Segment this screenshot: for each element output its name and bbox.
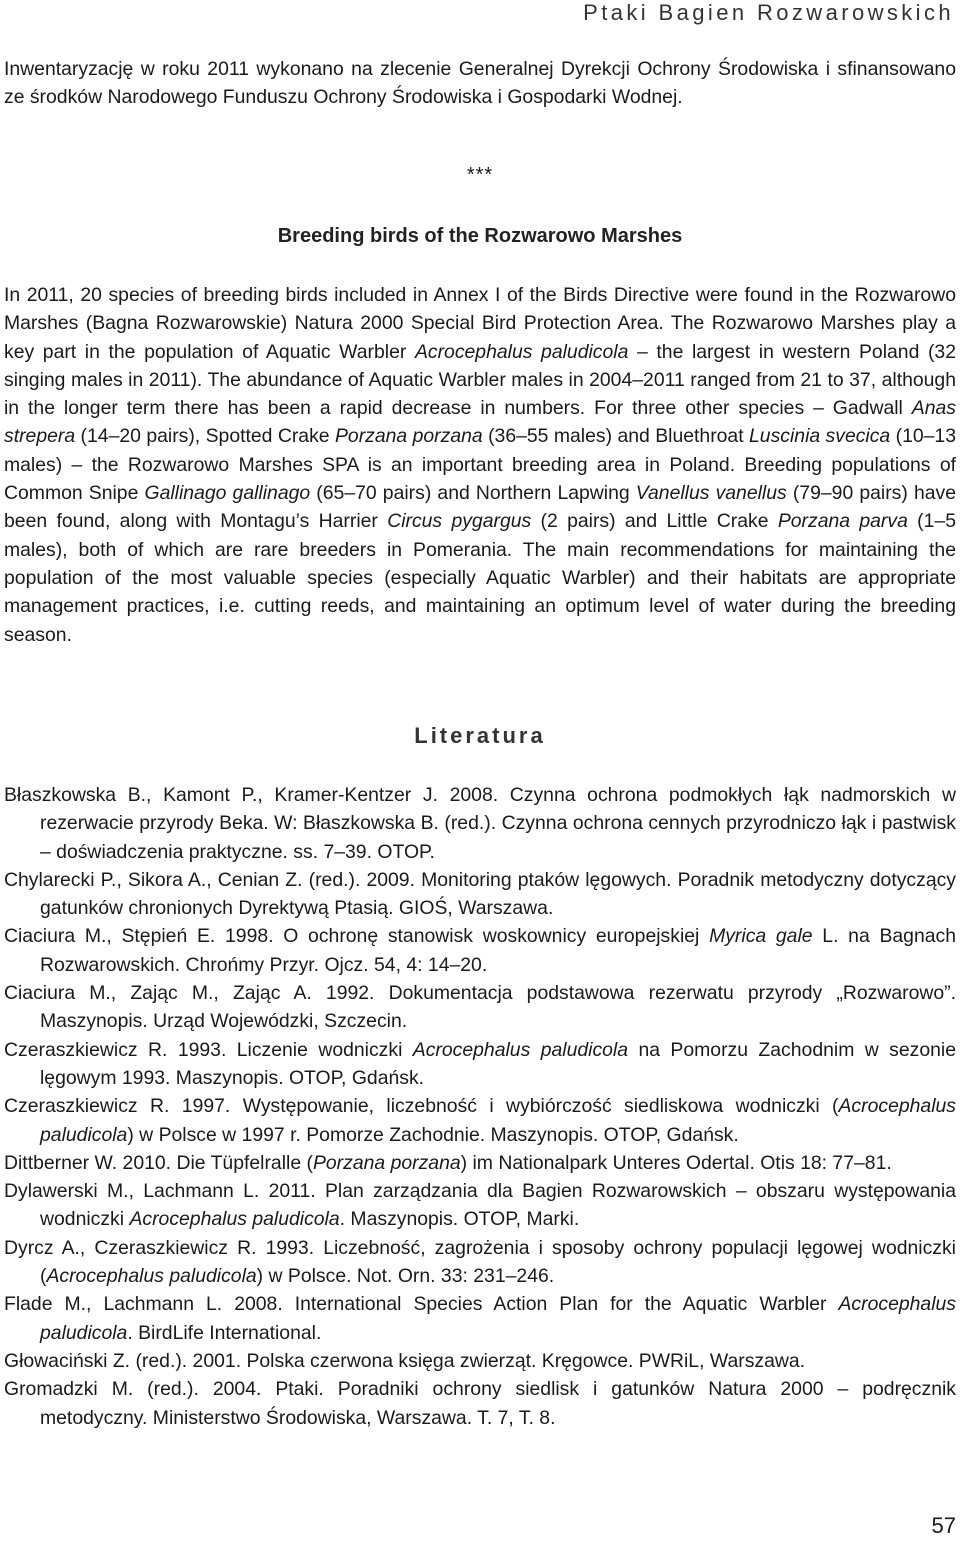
species-name: Porzana porzana bbox=[334, 425, 483, 448]
intro-paragraph: Inwentaryzację w roku 2011 wykonano na zlecenie Generalnej Dyrekcji Ochrony Środowiska i sfinansowano ze środków Narodowego Funduszu Ochrony Środowiska i Gospodarki Wodnej. bbox=[4, 58, 956, 109]
running-head: Ptaki Bagien Rozwarowskich bbox=[583, 0, 954, 25]
reference-species: Acrocephalus paludicola bbox=[412, 1038, 629, 1061]
reference-item bbox=[4, 1375, 956, 1432]
species-name: Gallinago gallinago bbox=[144, 482, 311, 505]
reference-item bbox=[4, 1177, 956, 1234]
reference-text: L. na Bagnach Rozwarowskich. Chrońmy Przyr. Ojcz. 54, 4: 14–20. bbox=[40, 925, 957, 976]
section-separator: *** bbox=[466, 164, 494, 186]
reference-text: Błaszkowska B., Kamont P., Kramer-Kentzer J. 2008. Czynna ochrona podmokłych łąk nadmorskich w rezerwacie przyrody Beka. W: Błaszkowska B. (red.). Czynna ochrona cennych przyrodniczo łąk i pastwisk – doświadczenia praktyczne. ss. 7–39. OTOP. bbox=[4, 784, 956, 863]
species-name: Anas strepera bbox=[4, 397, 956, 448]
english-summary-title: Breeding birds of the Rozwarowo Marshes bbox=[277, 225, 683, 247]
reference-text: . BirdLife International. bbox=[127, 1321, 322, 1344]
species-name: Luscinia svecica bbox=[749, 425, 891, 448]
reference-text: Gromadzki M. (red.). 2004. Ptaki. Poradniki ochrony siedlisk i gatunków Natura 2000 – podręcznik metodyczny. Ministerstwo Środowiska, Warszawa. T. 7, T. 8. bbox=[4, 1378, 956, 1429]
reference-species: Acrocephalus paludicola bbox=[40, 1095, 956, 1146]
summary-text: (2 pairs) and Little Crake bbox=[531, 510, 778, 533]
summary-text: (79–90 pairs) have been found, along with Montagu’s Harrier bbox=[4, 482, 957, 533]
reference-species: Acrocephalus paludicola bbox=[40, 1293, 956, 1344]
page-number: 57 bbox=[931, 1513, 956, 1538]
reference-text: Ciaciura M., Zając M., Zając A. 1992. Dokumentacja podstawowa rezerwatu przyrody „Rozwarowo”. Maszynopis. Urząd Wojewódzki, Szczecin. bbox=[4, 982, 956, 1033]
literature-heading: Literatura bbox=[414, 723, 546, 748]
summary-text: (65–70 pairs) and Northern Lapwing bbox=[310, 482, 636, 505]
reference-item bbox=[4, 1347, 956, 1375]
summary-text: In 2011, 20 species of breeding birds included in Annex I of the Birds Directive were found in the Rozwarowo Marshes (Bagna Rozwarowskie) Natura 2000 Special Bird Protection Area. The Rozwarowo Marshes play a key part in the population of Aquatic Warbler bbox=[4, 284, 956, 363]
reference-text: Czeraszkiewicz R. 1993. Liczenie wodniczki bbox=[4, 1038, 413, 1061]
reference-text: Dylawerski M., Lachmann L. 2011. Plan zarządzania dla Bagien Rozwarowskich – obszaru występowania wodniczki bbox=[4, 1180, 956, 1231]
reference-text: ) w Polsce. Not. Orn. 33: 231–246. bbox=[256, 1265, 555, 1288]
summary-text: (1–5 males), both of which are rare breeders in Pomerania. The main recommendations for maintaining the population of the most valuable species (especially Aquatic Warbler) and their habitats are appropriate management practices, i.e. cutting reeds, and maintaining an optimum level of water during the breeding season. bbox=[4, 510, 956, 646]
reference-list bbox=[4, 781, 956, 1432]
species-name: Vanellus vanellus bbox=[635, 482, 787, 505]
reference-item bbox=[4, 922, 956, 979]
reference-text: Ciaciura M., Stępień E. 1998. O ochronę stanowisk woskownicy europejskiej bbox=[4, 925, 710, 948]
species-name: Circus pygargus bbox=[387, 510, 532, 533]
reference-text: ) im Nationalpark Unteres Odertal. Otis 18: 77–81. bbox=[460, 1151, 892, 1174]
reference-species: Acrocephalus paludicola bbox=[46, 1265, 257, 1288]
summary-text: (10–13 males) – the Rozwarowo Marshes SPA is an important breeding area in Poland. Breeding populations of Common Snipe bbox=[4, 425, 956, 505]
summary-text: – the largest in western Poland (32 singing males in 2011). The abundance of Aquatic Warbler males in 2004–2011 ranged from 21 to 37, although in the longer term there has been a rapid decrease in numbers. For three other species – Gadwall bbox=[4, 340, 956, 420]
reference-item bbox=[4, 979, 956, 1036]
reference-text: Chylarecki P., Sikora A., Cenian Z. (red.). 2009. Monitoring ptaków lęgowych. Poradnik metodyczny dotyczący gatunków chronionych Dyrektywą Ptasią. GIOŚ, Warszawa. bbox=[4, 868, 956, 920]
species-name: Porzana parva bbox=[777, 510, 908, 533]
reference-text: Dittberner W. 2010. Die Tüpfelralle ( bbox=[4, 1151, 313, 1174]
reference-text: . Maszynopis. OTOP, Marki. bbox=[339, 1208, 580, 1231]
reference-item bbox=[4, 1149, 956, 1177]
reference-text: ) w Polsce w 1997 r. Pomorze Zachodnie. Maszynopis. OTOP, Gdańsk. bbox=[127, 1123, 739, 1146]
reference-text: Flade M., Lachmann L. 2008. International Species Action Plan for the Aquatic Warbler bbox=[4, 1293, 839, 1316]
reference-item bbox=[4, 1092, 956, 1149]
reference-item bbox=[4, 866, 956, 923]
summary-text: (14–20 pairs), Spotted Crake bbox=[75, 425, 335, 448]
reference-text: Głowaciński Z. (red.). 2001. Polska czerwona księga zwierząt. Kręgowce. PWRiL, Warszawa. bbox=[4, 1349, 806, 1372]
reference-item bbox=[4, 781, 956, 866]
species-name: Acrocephalus paludicola bbox=[414, 340, 629, 363]
summary-text: (36–55 males) and Bluethroat bbox=[482, 425, 750, 448]
reference-item bbox=[4, 1290, 956, 1347]
reference-item bbox=[4, 1036, 956, 1093]
english-summary bbox=[4, 281, 956, 649]
reference-text: Czeraszkiewicz R. 1997. Występowanie, liczebność i wybiórczość siedliskowa wodniczki ( bbox=[4, 1095, 839, 1118]
reference-text: na Pomorzu Zachodnim w sezonie lęgowym 1993. Maszynopis. OTOP, Gdańsk. bbox=[40, 1038, 957, 1089]
reference-species: Porzana porzana bbox=[312, 1151, 461, 1174]
reference-species: Myrica gale bbox=[709, 925, 813, 948]
reference-text: Dyrcz A., Czeraszkiewicz R. 1993. Liczebność, zagrożenia i sposoby ochrony populacji lęgowej wodniczki ( bbox=[4, 1236, 956, 1288]
reference-item bbox=[4, 1234, 956, 1291]
reference-species: Acrocephalus paludicola bbox=[129, 1208, 340, 1231]
